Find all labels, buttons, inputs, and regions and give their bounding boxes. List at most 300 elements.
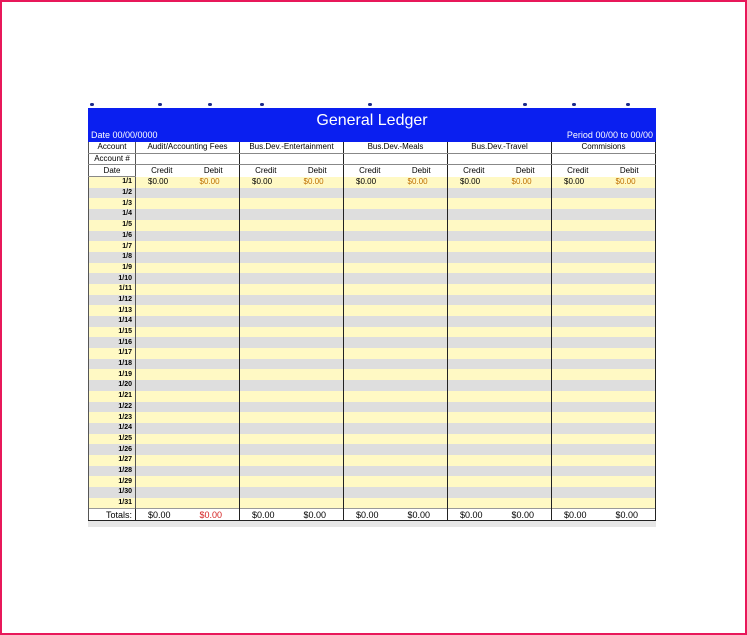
debit-cell[interactable] — [604, 391, 656, 402]
debit-cell[interactable] — [604, 412, 656, 423]
credit-cell[interactable]: $0.00 — [552, 177, 604, 188]
debit-cell[interactable] — [396, 284, 448, 295]
debit-cell[interactable] — [396, 295, 448, 306]
debit-cell[interactable] — [188, 188, 240, 199]
credit-cell[interactable] — [136, 444, 188, 455]
credit-cell[interactable] — [136, 295, 188, 306]
credit-cell[interactable] — [552, 498, 604, 509]
credit-cell[interactable] — [552, 487, 604, 498]
debit-cell[interactable] — [188, 316, 240, 327]
credit-cell[interactable] — [240, 252, 292, 263]
debit-cell[interactable] — [292, 263, 344, 274]
debit-cell[interactable] — [292, 273, 344, 284]
credit-cell[interactable] — [240, 466, 292, 477]
account-number-cell[interactable] — [240, 153, 344, 165]
credit-cell[interactable] — [136, 305, 188, 316]
credit-cell[interactable] — [344, 369, 396, 380]
debit-cell[interactable] — [292, 209, 344, 220]
credit-cell[interactable] — [552, 284, 604, 295]
credit-cell[interactable] — [448, 423, 500, 434]
credit-cell[interactable] — [240, 391, 292, 402]
credit-cell[interactable] — [552, 466, 604, 477]
debit-cell[interactable] — [604, 209, 656, 220]
credit-cell[interactable] — [240, 220, 292, 231]
credit-cell[interactable] — [344, 487, 396, 498]
debit-cell[interactable] — [292, 241, 344, 252]
debit-cell[interactable] — [396, 273, 448, 284]
credit-cell[interactable] — [552, 241, 604, 252]
credit-cell[interactable] — [344, 316, 396, 327]
credit-cell[interactable] — [552, 305, 604, 316]
credit-cell[interactable] — [136, 348, 188, 359]
account-number-cell[interactable] — [448, 153, 552, 165]
debit-cell[interactable] — [292, 423, 344, 434]
credit-cell[interactable] — [552, 455, 604, 466]
credit-cell[interactable] — [552, 316, 604, 327]
credit-cell[interactable] — [552, 359, 604, 370]
credit-cell[interactable] — [344, 209, 396, 220]
credit-cell[interactable] — [136, 380, 188, 391]
credit-cell[interactable] — [448, 284, 500, 295]
credit-cell[interactable] — [136, 198, 188, 209]
debit-cell[interactable] — [188, 337, 240, 348]
credit-cell[interactable] — [240, 284, 292, 295]
debit-cell[interactable] — [396, 327, 448, 338]
debit-cell[interactable] — [500, 305, 552, 316]
credit-cell[interactable] — [448, 305, 500, 316]
account-name-meals[interactable]: Bus.Dev.-Meals — [344, 142, 448, 153]
credit-cell[interactable] — [240, 476, 292, 487]
credit-cell[interactable] — [448, 391, 500, 402]
credit-cell[interactable] — [136, 220, 188, 231]
debit-cell[interactable] — [188, 220, 240, 231]
debit-cell[interactable] — [292, 359, 344, 370]
credit-cell[interactable] — [552, 209, 604, 220]
debit-cell[interactable] — [292, 284, 344, 295]
debit-cell[interactable] — [188, 359, 240, 370]
debit-cell[interactable] — [604, 305, 656, 316]
debit-cell[interactable] — [396, 337, 448, 348]
debit-cell[interactable] — [396, 188, 448, 199]
credit-cell[interactable] — [552, 327, 604, 338]
credit-cell[interactable] — [344, 284, 396, 295]
debit-cell[interactable] — [292, 220, 344, 231]
debit-cell[interactable] — [500, 231, 552, 242]
credit-cell[interactable] — [240, 369, 292, 380]
credit-cell[interactable] — [136, 316, 188, 327]
credit-cell[interactable] — [240, 444, 292, 455]
debit-cell[interactable] — [500, 434, 552, 445]
debit-cell[interactable] — [292, 498, 344, 509]
credit-cell[interactable] — [448, 476, 500, 487]
credit-cell[interactable] — [448, 273, 500, 284]
credit-cell[interactable] — [448, 316, 500, 327]
debit-cell[interactable] — [292, 337, 344, 348]
debit-cell[interactable] — [604, 198, 656, 209]
debit-cell[interactable] — [604, 476, 656, 487]
debit-cell[interactable] — [292, 402, 344, 413]
credit-cell[interactable] — [552, 231, 604, 242]
debit-cell[interactable] — [396, 423, 448, 434]
account-name-entertainment[interactable]: Bus.Dev.-Entertainment — [240, 142, 344, 153]
credit-cell[interactable] — [552, 188, 604, 199]
credit-cell[interactable] — [448, 359, 500, 370]
debit-cell[interactable] — [188, 391, 240, 402]
credit-cell[interactable] — [448, 487, 500, 498]
credit-cell[interactable] — [240, 273, 292, 284]
debit-cell[interactable]: $0.00 — [188, 177, 240, 188]
credit-cell[interactable] — [552, 391, 604, 402]
credit-cell[interactable] — [240, 316, 292, 327]
period-label[interactable]: Period 00/00 to 00/00 — [566, 130, 653, 140]
debit-cell[interactable] — [396, 348, 448, 359]
credit-cell[interactable] — [552, 273, 604, 284]
credit-cell[interactable] — [240, 380, 292, 391]
debit-cell[interactable] — [500, 252, 552, 263]
credit-cell[interactable] — [344, 241, 396, 252]
credit-cell[interactable] — [136, 434, 188, 445]
debit-cell[interactable] — [396, 391, 448, 402]
credit-cell[interactable] — [448, 348, 500, 359]
debit-cell[interactable] — [604, 348, 656, 359]
debit-cell[interactable] — [188, 466, 240, 477]
debit-cell[interactable] — [396, 231, 448, 242]
debit-cell[interactable] — [292, 198, 344, 209]
credit-cell[interactable] — [344, 348, 396, 359]
credit-cell[interactable] — [552, 252, 604, 263]
debit-cell[interactable] — [604, 220, 656, 231]
debit-cell[interactable] — [396, 359, 448, 370]
credit-cell[interactable] — [552, 412, 604, 423]
debit-cell[interactable] — [292, 455, 344, 466]
credit-cell[interactable] — [344, 391, 396, 402]
debit-cell[interactable] — [188, 423, 240, 434]
credit-cell[interactable] — [240, 198, 292, 209]
debit-cell[interactable] — [500, 209, 552, 220]
debit-cell[interactable] — [500, 423, 552, 434]
debit-cell[interactable] — [396, 305, 448, 316]
credit-cell[interactable]: $0.00 — [136, 177, 188, 188]
credit-cell[interactable] — [344, 498, 396, 509]
debit-cell[interactable] — [396, 241, 448, 252]
credit-cell[interactable] — [552, 423, 604, 434]
debit-cell[interactable] — [500, 327, 552, 338]
debit-cell[interactable] — [188, 369, 240, 380]
credit-cell[interactable]: $0.00 — [448, 177, 500, 188]
credit-cell[interactable] — [448, 402, 500, 413]
debit-cell[interactable] — [292, 327, 344, 338]
credit-cell[interactable] — [448, 337, 500, 348]
credit-cell[interactable] — [344, 476, 396, 487]
debit-cell[interactable] — [604, 231, 656, 242]
debit-cell[interactable] — [188, 487, 240, 498]
credit-cell[interactable] — [448, 263, 500, 274]
debit-cell[interactable] — [188, 402, 240, 413]
debit-cell[interactable]: $0.00 — [500, 177, 552, 188]
debit-cell[interactable] — [500, 444, 552, 455]
credit-cell[interactable] — [448, 231, 500, 242]
debit-cell[interactable] — [188, 284, 240, 295]
debit-cell[interactable] — [292, 231, 344, 242]
credit-cell[interactable] — [136, 369, 188, 380]
debit-cell[interactable] — [292, 380, 344, 391]
debit-cell[interactable] — [604, 252, 656, 263]
credit-cell[interactable] — [552, 263, 604, 274]
credit-cell[interactable] — [448, 241, 500, 252]
debit-cell[interactable] — [188, 412, 240, 423]
debit-cell[interactable] — [604, 402, 656, 413]
debit-cell[interactable] — [500, 337, 552, 348]
debit-cell[interactable] — [604, 466, 656, 477]
credit-cell[interactable] — [136, 412, 188, 423]
date-label[interactable]: Date 00/00/0000 — [91, 130, 158, 140]
debit-cell[interactable] — [604, 487, 656, 498]
debit-cell[interactable] — [292, 391, 344, 402]
debit-cell[interactable] — [188, 231, 240, 242]
credit-cell[interactable] — [136, 263, 188, 274]
debit-cell[interactable] — [396, 434, 448, 445]
credit-cell[interactable] — [552, 337, 604, 348]
debit-cell[interactable] — [188, 263, 240, 274]
debit-cell[interactable] — [396, 316, 448, 327]
debit-cell[interactable] — [188, 498, 240, 509]
debit-cell[interactable] — [292, 434, 344, 445]
debit-cell[interactable] — [396, 380, 448, 391]
debit-cell[interactable] — [188, 476, 240, 487]
credit-cell[interactable] — [136, 188, 188, 199]
debit-cell[interactable] — [396, 487, 448, 498]
credit-cell[interactable] — [344, 273, 396, 284]
credit-cell[interactable] — [136, 402, 188, 413]
credit-cell[interactable] — [552, 198, 604, 209]
credit-cell[interactable] — [344, 188, 396, 199]
credit-cell[interactable] — [448, 198, 500, 209]
debit-cell[interactable] — [396, 220, 448, 231]
credit-cell[interactable] — [448, 295, 500, 306]
debit-cell[interactable]: $0.00 — [396, 177, 448, 188]
debit-cell[interactable] — [292, 348, 344, 359]
credit-cell[interactable] — [552, 402, 604, 413]
debit-cell[interactable] — [292, 295, 344, 306]
debit-cell[interactable] — [292, 444, 344, 455]
credit-cell[interactable] — [344, 305, 396, 316]
credit-cell[interactable] — [448, 466, 500, 477]
debit-cell[interactable] — [604, 380, 656, 391]
debit-cell[interactable] — [500, 359, 552, 370]
account-name-travel[interactable]: Bus.Dev.-Travel — [448, 142, 552, 153]
debit-cell[interactable] — [500, 466, 552, 477]
credit-cell[interactable] — [136, 466, 188, 477]
credit-cell[interactable] — [240, 295, 292, 306]
credit-cell[interactable] — [136, 209, 188, 220]
debit-cell[interactable] — [604, 423, 656, 434]
debit-cell[interactable] — [188, 327, 240, 338]
credit-cell[interactable] — [552, 295, 604, 306]
credit-cell[interactable] — [136, 487, 188, 498]
debit-cell[interactable] — [396, 476, 448, 487]
credit-cell[interactable] — [344, 423, 396, 434]
credit-cell[interactable] — [136, 284, 188, 295]
debit-cell[interactable] — [396, 402, 448, 413]
debit-cell[interactable] — [396, 369, 448, 380]
credit-cell[interactable] — [552, 348, 604, 359]
debit-cell[interactable] — [604, 241, 656, 252]
credit-cell[interactable] — [344, 337, 396, 348]
debit-cell[interactable] — [500, 316, 552, 327]
credit-cell[interactable] — [344, 231, 396, 242]
debit-cell[interactable] — [188, 348, 240, 359]
debit-cell[interactable] — [188, 444, 240, 455]
credit-cell[interactable] — [240, 487, 292, 498]
credit-cell[interactable] — [344, 466, 396, 477]
debit-cell[interactable] — [396, 444, 448, 455]
credit-cell[interactable] — [136, 273, 188, 284]
credit-cell[interactable] — [240, 209, 292, 220]
credit-cell[interactable] — [240, 305, 292, 316]
debit-cell[interactable] — [396, 455, 448, 466]
debit-cell[interactable] — [396, 198, 448, 209]
credit-cell[interactable] — [240, 327, 292, 338]
debit-cell[interactable] — [500, 263, 552, 274]
debit-cell[interactable] — [500, 188, 552, 199]
credit-cell[interactable] — [448, 369, 500, 380]
credit-cell[interactable] — [136, 327, 188, 338]
debit-cell[interactable] — [604, 327, 656, 338]
debit-cell[interactable] — [396, 263, 448, 274]
debit-cell[interactable] — [604, 337, 656, 348]
account-number-cell[interactable] — [136, 153, 240, 165]
debit-cell[interactable] — [188, 273, 240, 284]
debit-cell[interactable] — [500, 498, 552, 509]
credit-cell[interactable] — [344, 455, 396, 466]
debit-cell[interactable] — [292, 305, 344, 316]
credit-cell[interactable] — [448, 188, 500, 199]
credit-cell[interactable] — [240, 188, 292, 199]
debit-cell[interactable] — [604, 188, 656, 199]
debit-cell[interactable] — [500, 380, 552, 391]
credit-cell[interactable] — [136, 455, 188, 466]
debit-cell[interactable] — [500, 284, 552, 295]
credit-cell[interactable] — [344, 220, 396, 231]
credit-cell[interactable] — [448, 220, 500, 231]
debit-cell[interactable] — [500, 273, 552, 284]
credit-cell[interactable] — [552, 380, 604, 391]
debit-cell[interactable] — [604, 316, 656, 327]
debit-cell[interactable] — [292, 369, 344, 380]
credit-cell[interactable] — [448, 380, 500, 391]
debit-cell[interactable] — [500, 487, 552, 498]
credit-cell[interactable] — [344, 434, 396, 445]
debit-cell[interactable] — [396, 252, 448, 263]
credit-cell[interactable] — [344, 412, 396, 423]
credit-cell[interactable] — [448, 327, 500, 338]
debit-cell[interactable] — [292, 188, 344, 199]
credit-cell[interactable]: $0.00 — [344, 177, 396, 188]
credit-cell[interactable] — [240, 348, 292, 359]
credit-cell[interactable] — [136, 476, 188, 487]
debit-cell[interactable] — [188, 241, 240, 252]
debit-cell[interactable] — [188, 434, 240, 445]
credit-cell[interactable] — [344, 295, 396, 306]
debit-cell[interactable] — [188, 295, 240, 306]
credit-cell[interactable] — [448, 455, 500, 466]
credit-cell[interactable] — [136, 241, 188, 252]
debit-cell[interactable] — [396, 498, 448, 509]
credit-cell[interactable] — [344, 444, 396, 455]
debit-cell[interactable] — [500, 402, 552, 413]
account-name-commisions[interactable]: Commisions — [552, 142, 656, 153]
debit-cell[interactable] — [188, 380, 240, 391]
credit-cell[interactable] — [240, 359, 292, 370]
debit-cell[interactable] — [604, 359, 656, 370]
debit-cell[interactable] — [604, 498, 656, 509]
credit-cell[interactable] — [240, 455, 292, 466]
debit-cell[interactable] — [396, 209, 448, 220]
debit-cell[interactable] — [188, 252, 240, 263]
credit-cell[interactable] — [552, 434, 604, 445]
credit-cell[interactable] — [344, 380, 396, 391]
debit-cell[interactable] — [292, 476, 344, 487]
debit-cell[interactable] — [396, 412, 448, 423]
credit-cell[interactable] — [240, 263, 292, 274]
debit-cell[interactable] — [500, 412, 552, 423]
credit-cell[interactable] — [240, 423, 292, 434]
debit-cell[interactable] — [604, 369, 656, 380]
account-name-audit[interactable]: Audit/Accounting Fees — [136, 142, 240, 153]
credit-cell[interactable] — [448, 444, 500, 455]
credit-cell[interactable] — [552, 369, 604, 380]
credit-cell[interactable] — [448, 498, 500, 509]
account-number-cell[interactable] — [552, 153, 656, 165]
debit-cell[interactable] — [500, 295, 552, 306]
debit-cell[interactable] — [500, 198, 552, 209]
credit-cell[interactable] — [240, 434, 292, 445]
debit-cell[interactable] — [500, 391, 552, 402]
credit-cell[interactable] — [344, 402, 396, 413]
debit-cell[interactable] — [188, 209, 240, 220]
credit-cell[interactable] — [136, 252, 188, 263]
credit-cell[interactable] — [344, 252, 396, 263]
credit-cell[interactable]: $0.00 — [240, 177, 292, 188]
debit-cell[interactable] — [500, 476, 552, 487]
debit-cell[interactable] — [500, 369, 552, 380]
credit-cell[interactable] — [552, 476, 604, 487]
credit-cell[interactable] — [240, 498, 292, 509]
credit-cell[interactable] — [552, 444, 604, 455]
debit-cell[interactable] — [604, 263, 656, 274]
credit-cell[interactable] — [136, 391, 188, 402]
debit-cell[interactable] — [292, 412, 344, 423]
credit-cell[interactable] — [136, 498, 188, 509]
debit-cell[interactable] — [292, 466, 344, 477]
credit-cell[interactable] — [136, 359, 188, 370]
debit-cell[interactable] — [292, 252, 344, 263]
credit-cell[interactable] — [344, 198, 396, 209]
debit-cell[interactable] — [604, 273, 656, 284]
account-number-cell[interactable] — [344, 153, 448, 165]
credit-cell[interactable] — [344, 327, 396, 338]
debit-cell[interactable] — [604, 455, 656, 466]
debit-cell[interactable] — [292, 487, 344, 498]
credit-cell[interactable] — [240, 241, 292, 252]
debit-cell[interactable] — [500, 348, 552, 359]
debit-cell[interactable] — [292, 316, 344, 327]
credit-cell[interactable] — [344, 359, 396, 370]
debit-cell[interactable]: $0.00 — [292, 177, 344, 188]
credit-cell[interactable] — [448, 434, 500, 445]
credit-cell[interactable] — [240, 231, 292, 242]
debit-cell[interactable] — [188, 455, 240, 466]
